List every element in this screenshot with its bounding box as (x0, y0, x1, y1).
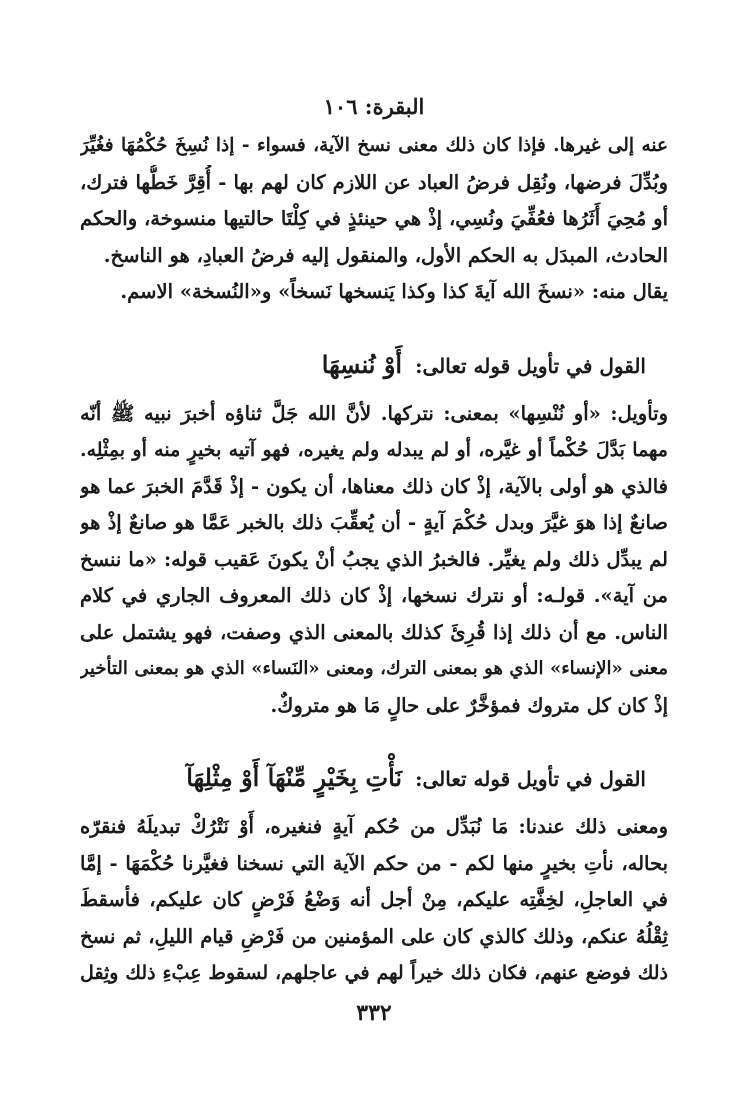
quran-verse: أَوْ نُنسِهَا (321, 349, 403, 379)
text-line: فالذي هو أولى بالآية، إذْ كان ذلك معناها، أن يكون - إذْ قَدَّمَ الخبرَ عما هو (80, 474, 668, 498)
text-line: صانعٌ إذا هوَ غيَّرَ وبدل حُكْمَ آيةٍ - أن يُعقِّبَ ذلك بالخبر عَمَّا هو صانعٌ إذْ هو (80, 511, 668, 534)
running-header: البقرة: ١٠٦ (323, 94, 425, 119)
text-line: مهما بَدَّلَ حُكْماً أو غيَّره، أو لم يبدله ولم يغيره، فهو آتيه بخيرٍ منه أو بمِثْلِه. (80, 439, 668, 461)
text-line: يقال منه: «نسخَ الله آيةَ كذا وكذا يَنسخها نَسخاً» و«النُسخة» الاسم. (120, 280, 668, 303)
section-heading-text: القول في تأويل قوله تعالى: (415, 353, 646, 378)
text-line: معنى «الإنساء» الذي هو بمعنى الترك، ومعنى «النَساء» الذي هو بمعنى التأخير (80, 658, 668, 679)
text-line: بحاله، نأتِ بخيرٍ منها لكم - من حكم الآية التي نسخنا فغيَّرنا حُكْمَهَا - إمَّا (80, 851, 668, 875)
text-line: ثِقْلُهُ عنكم، وذلك كالذي كان على المؤمنين من فَرْضِ قيام الليلِ، ثم نسخ (80, 924, 668, 948)
header-verse-number: ١٠٦ (323, 94, 358, 119)
quran-verse: نَأْتِ بِخَيْرٍ مِّنْهَآ أَوْ مِثْلِهَآ (186, 763, 403, 792)
page-number: ٣٣٢ (356, 1000, 392, 1026)
text-line: في العاجلِ، لخِفَّتِه عليكم، مِنْ أجل أنه وَضْعُ فَرْضٍ كان عليكم، فأسقطَ (80, 888, 668, 911)
text-line: ذلك فوضع عنهم، فكان ذلك خيراً لهم في عاجلهم، لسقوط عِبْءِ ذلك وثِقل (80, 962, 668, 984)
text-line: الناس. مع أن ذلك إذا قُرِئَ كذلك بالمعنى الذي وصفت، فهو يشتمل على (80, 620, 668, 644)
paragraph-nunsiha-tafsir (80, 396, 668, 725)
text-line: من آية». قولـه: أو نترك نسخها، إذْ كان ذلك المعروف الجاري في كلام (80, 584, 668, 607)
paragraph-naskh-definition (80, 128, 668, 311)
text-line: أو مُحِيَ أَثَرُها فعُفِّيَ ونُسِي، إذْ هي حينئذٍ في كِلْتَا حالتيها منسوخة، والحكم (80, 207, 668, 230)
text-line: الحادث، المبدَل به الحكم الأول، والمنقول إليه فرضُ العبادِ، هو الناسخ. (103, 243, 668, 267)
section-heading-khayr (80, 760, 668, 797)
text-line: إذْ كان كل متروك فمؤخَّرٌ على حالٍ مَا هو متروكٌ. (270, 693, 668, 717)
section-heading-nunsiha (80, 347, 668, 384)
section-heading-text: القول في تأويل قوله تعالى: (415, 767, 646, 791)
paragraph-khayr-tafsir (80, 809, 668, 992)
text-line: وتأويل: «أو نُنْسِها» بمعنى: نتركها. لأنَّ الله جَلَّ ثناؤه أخبرَ نبيه ﷺ أنّه (80, 401, 668, 425)
text-line: لم يبدِّل ذلك ولم يغيِّر. فالخبرُ الذي يجبُ أنْ يكونَ عَقيب قوله: «ما ننسخ (80, 547, 668, 571)
header-surah: البقرة (372, 94, 425, 119)
text-line: وبُدِّلَ فرضها، ونُقِل فرضُ العباد عن اللازم كان لهم بها - أُقِرَّ خَطُّها فترك، (80, 170, 668, 194)
text-line: عنه إلى غيرها. فإذا كان ذلك معنى نسخ الآية، فسواء - إذا نُسِخَ حُكْمُهَا فغُيِّرَ (80, 135, 668, 156)
text-line: ومعنى ذلك عندنا: مَا نُبَدِّل من حُكم آيةٍ فنغيره، أَوْ نَتْرُكْ تبديلَهُ فنقرّه (80, 815, 668, 838)
